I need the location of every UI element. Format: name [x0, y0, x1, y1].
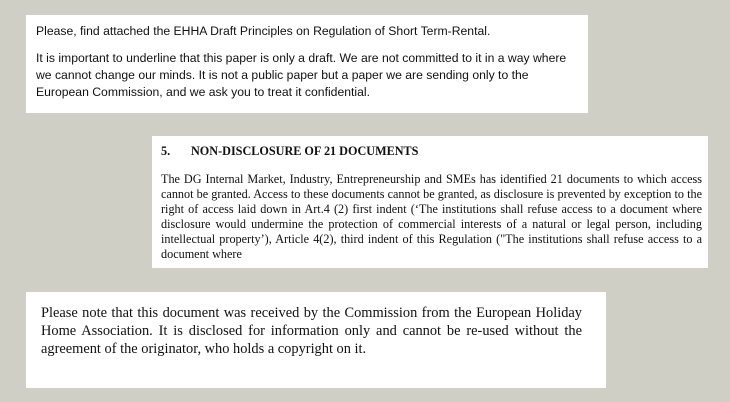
email-line-attachment: Please, find attached the EHHA Draft Principles on Regulation of Short Term-Rental.: [36, 24, 491, 38]
disclaimer-card: [26, 292, 606, 388]
section-number: 5.: [161, 144, 171, 158]
section-heading: [161, 144, 702, 159]
section-title: NON-DISCLOSURE OF 21 DOCUMENTS: [191, 144, 419, 158]
section-body: The DG Internal Market, Industry, Entrepreneurship and SMEs has identified 21 documents to which access cannot be granted. Access to these documents cannot be granted, as disclosure is prevented by exception to the right of access laid down in Art.4 (2) first indent (‘The institutions shall refuse access to a document where disclosure would undermine the protection of commercial interests of a natural or legal person, including intellectual property’), Article 4(2), third indent of this Regulation ("The institutions shall refuse access to a document where: [161, 172, 702, 261]
email-paragraph-draft-notice: It is important to underline that this paper is only a draft. We are not committed to it in a way where we cannot change our minds. It is not a public paper but a paper we are sending only to the European Commission, and we ask you to treat it confidential.: [36, 51, 567, 99]
disclaimer-text: Please note that this document was received by the Commission from the European Holiday Home Association. It is disclosed for information only and cannot be re-used without the agreement of the originator, who holds a copyright on it.: [41, 305, 582, 357]
non-disclosure-section-card: [152, 136, 708, 268]
email-excerpt-card: [26, 15, 588, 113]
